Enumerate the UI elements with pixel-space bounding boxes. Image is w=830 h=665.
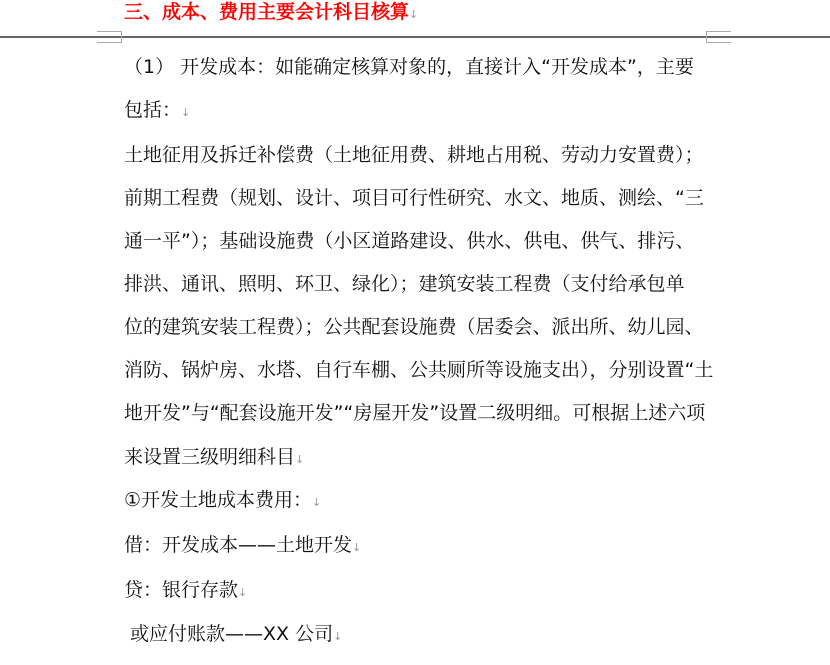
section-heading [124, 0, 418, 27]
line-text: 排洪、通讯、照明、环卫、绿化）；建筑安装工程费（支付给承包单 [124, 273, 685, 295]
document-line [124, 533, 361, 560]
paragraph-mark-icon: ↓ [409, 8, 419, 21]
document-line [124, 272, 685, 296]
document-line [124, 578, 247, 605]
paragraph-mark-icon: ↓ [352, 541, 362, 554]
paragraph-mark-icon: ↓ [312, 496, 322, 509]
paragraph-mark-icon: ↓ [333, 630, 343, 643]
paragraph-mark-icon: ↓ [295, 453, 305, 466]
heading-text: 三、成本、费用主要会计科目核算 [124, 1, 410, 23]
line-text: 前期工程费（规划、设计、项目可行性研究、水文、地质、测绘、“三 [124, 187, 704, 209]
line-text: 借：开发成本——土地开发 [124, 534, 353, 556]
right-margin-corner-mark [706, 31, 731, 43]
paragraph-mark-icon: ↓ [181, 106, 191, 119]
line-text: 或应付账款——XX 公司 [124, 623, 334, 645]
document-line [124, 622, 342, 649]
document-line [124, 358, 713, 382]
line-text: 通一平”）；基础设施费（小区道路建设、供水、供电、供气、排污、 [124, 230, 695, 252]
document-line [124, 315, 704, 339]
document-line [124, 186, 704, 210]
document-line [124, 488, 321, 515]
line-text: 位的建筑安装工程费）；公共配套设施费（居委会、派出所、幼儿园、 [124, 316, 704, 338]
line-text: 地开发”与“配套设施开发”“房屋开发”设置二级明细。可根据上述六项 [124, 402, 706, 424]
document-line [124, 401, 705, 425]
left-margin-corner-mark [97, 31, 122, 43]
document-line [124, 445, 304, 472]
line-text: 来设置三级明细科目 [124, 446, 296, 468]
line-text: （1） 开发成本：如能确定核算对象的，直接计入“开发成本”，主要 [124, 56, 694, 78]
line-text: 贷：银行存款 [124, 579, 239, 601]
line-text: 土地征用及拆迁补偿费（土地征用费、耕地占用税、劳动力安置费）； [124, 144, 704, 166]
document-line [124, 229, 694, 253]
paragraph-mark-icon: ↓ [238, 586, 248, 599]
line-text: 消防、锅炉房、水塔、自行车棚、公共厕所等设施支出），分别设置“土 [124, 359, 714, 381]
document-line [124, 143, 704, 167]
document-line [124, 98, 190, 125]
line-text: 包括： [124, 99, 182, 121]
line-text: ①开发土地成本费用： [124, 489, 313, 511]
document-line [124, 55, 694, 79]
